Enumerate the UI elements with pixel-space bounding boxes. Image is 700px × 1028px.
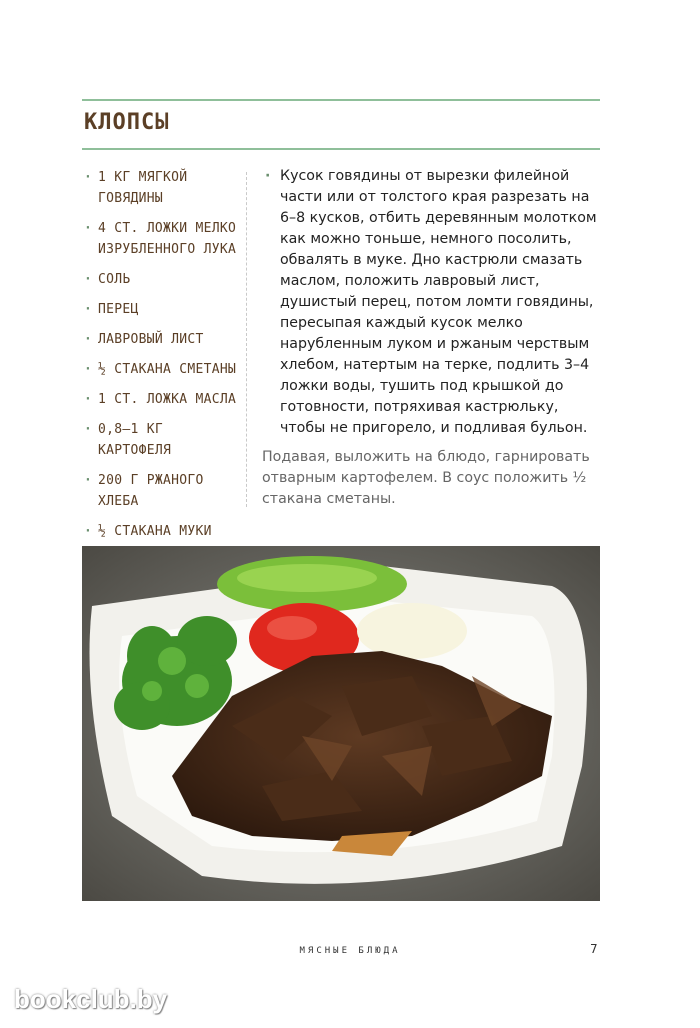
- ingredient-item: · ЛАВРОВЫЙ ЛИСТ: [82, 329, 242, 350]
- method-column: [262, 166, 602, 510]
- ingredient-item: · ПЕРЕЦ: [82, 299, 242, 320]
- ingredients-list: [82, 167, 242, 551]
- ingredient-item: · ½ СТАКАНА МУКИ: [82, 521, 242, 542]
- page-number: 7: [590, 942, 598, 956]
- watermark-logo: bookclub.by: [14, 984, 168, 1014]
- top-rule: [82, 99, 600, 101]
- method-step: · Кусок говядины от вырезки филейной части или от толстого края разрезать на 6–8 кусков, отбить деревянным молотком как можно тоньше, немного посолить, обвалять в муке. Дно кастрюли смазать маслом, положить лавровый лист, душистый перец, потом ломти говядины, пересыпая каждый кусок мелко нарубленным луком и ржаным черствым хлебом, натертым на терке, подлить 3–4 ложки воды, тушить под крышкой до готовности, потряхивая кастрюльку, чтобы не пригорело, и подливая бульон.: [262, 166, 602, 439]
- ingredient-item: · 1 СТ. ЛОЖКА МАСЛА: [82, 389, 242, 410]
- column-divider: [246, 172, 247, 507]
- ingredient-item: · 200 Г РЖАНОГО ХЛЕБА: [82, 470, 242, 512]
- ingredient-item: · СОЛЬ: [82, 269, 242, 290]
- serving-note: Подавая, выложить на блюдо, гарнировать отварным картофелем. В соус положить ½ стакана сметаны.: [262, 449, 590, 507]
- recipe-title: КЛОПСЫ: [84, 110, 170, 135]
- ingredient-item: · 1 КГ МЯГКОЙ ГОВЯДИНЫ: [82, 167, 242, 209]
- ingredient-item: · 4 СТ. ЛОЖКИ МЕЛКО ИЗРУБЛЕННОГО ЛУКА: [82, 218, 242, 260]
- ingredient-item: · 0,8–1 КГ КАРТОФЕЛЯ: [82, 419, 242, 461]
- title-underline: [82, 148, 600, 150]
- footer-section-title: МЯСНЫЕ БЛЮДА: [299, 946, 401, 956]
- ingredient-item: · ½ СТАКАНА СМЕТАНЫ: [82, 359, 242, 380]
- dish-photo: [82, 546, 600, 901]
